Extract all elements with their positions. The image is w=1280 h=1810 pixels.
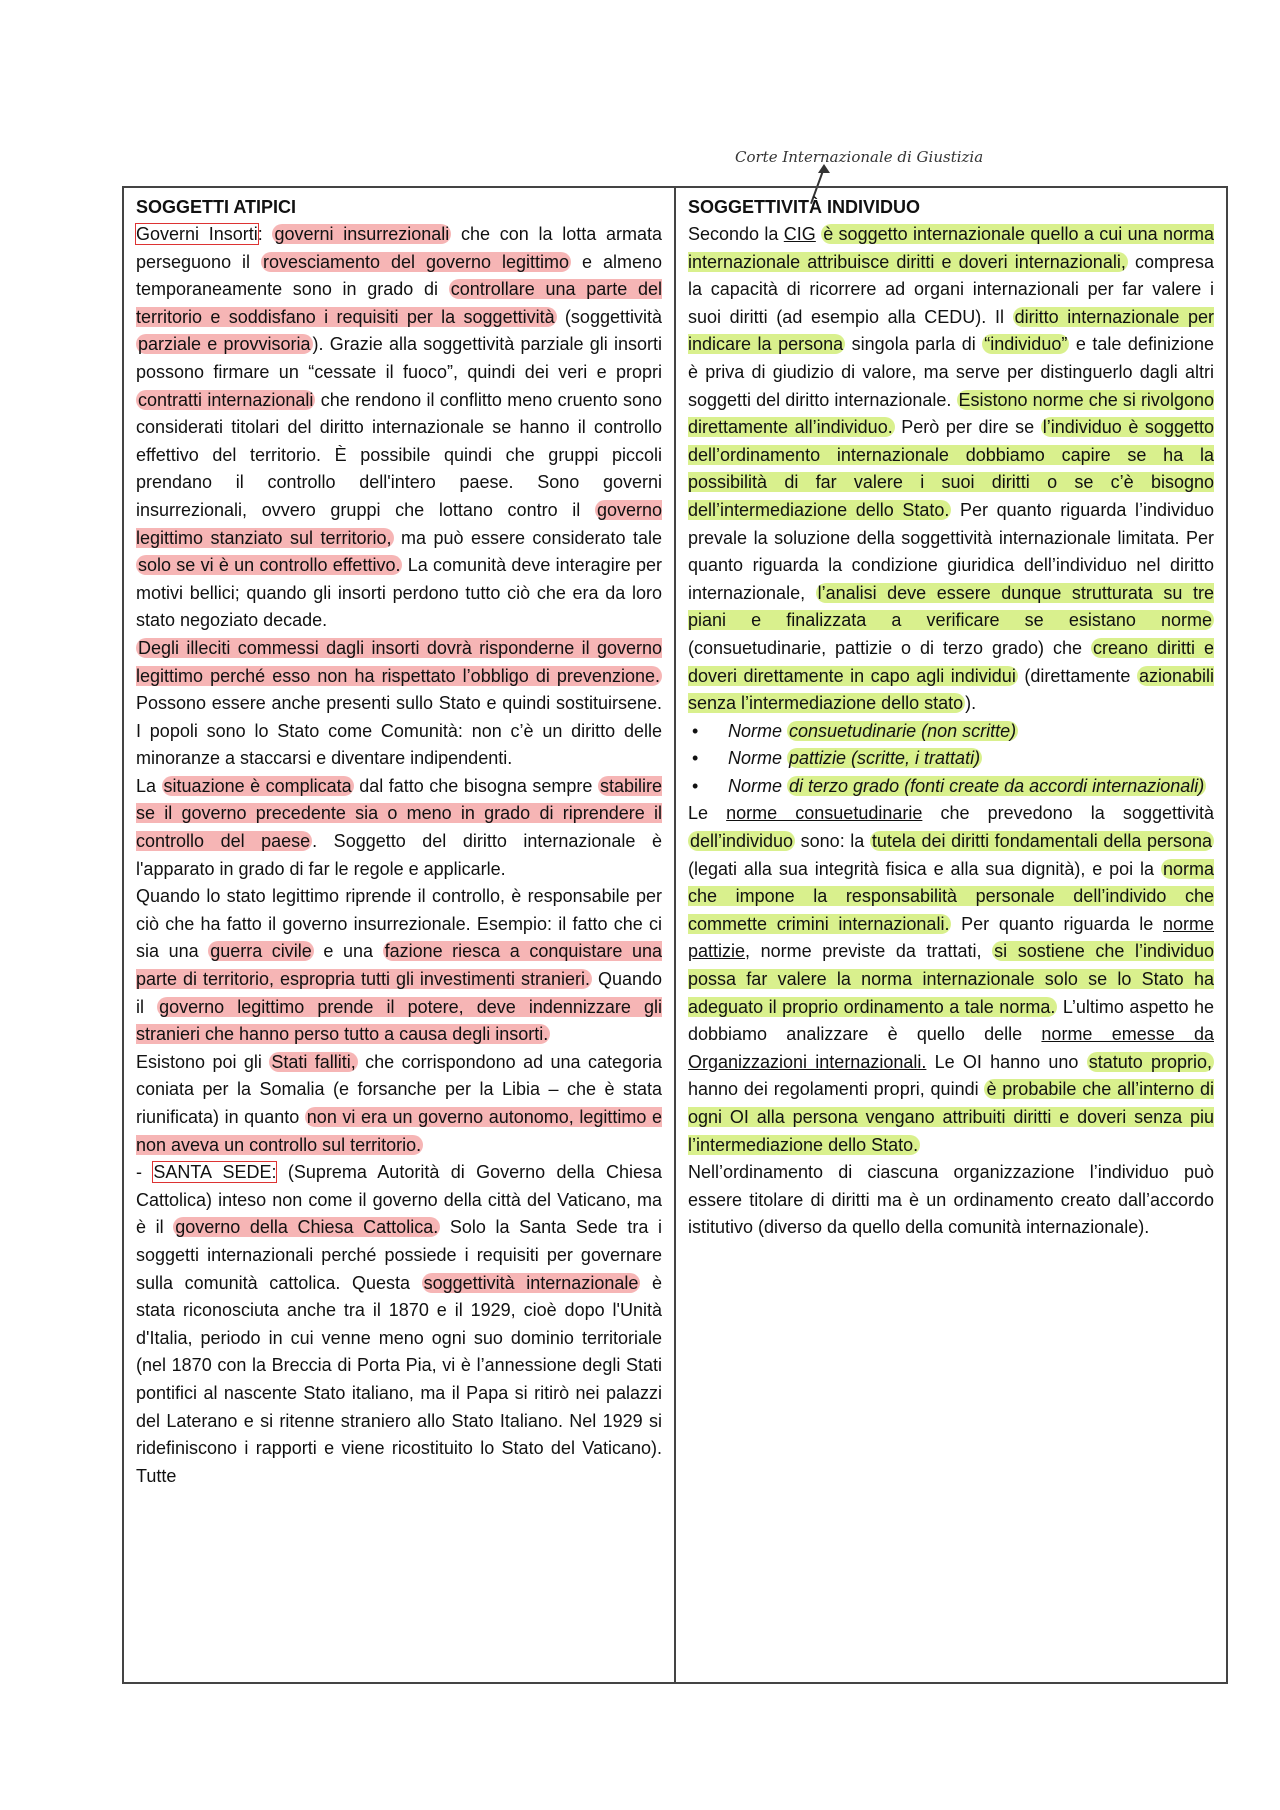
annotation-arrow-icon [818,164,830,173]
highlighted-text: Stati falliti, [271,1051,356,1072]
list-item [728,718,1214,746]
text-run: che rendono il conflitto meno cruento sono considerati titolari del diritto internazionale se hanno il controllo effettivo del territorio. È possibile quindi che gruppi piccoli prendano il controllo dell'intero paese. Sono governi insurrezionali, ovvero gruppi che lottano contro il [136,389,662,520]
highlighted-text: solo se vi è un controllo effettivo. [138,555,401,576]
text-run: Norme [728,720,788,741]
text-run: La [136,775,162,796]
text-run: (direttamente [1017,665,1137,686]
text-run: Però per dire se [894,417,1041,438]
text-run: Norme [728,748,788,769]
notes-table [122,186,1228,1684]
paragraph-stato-legittimo [136,883,662,1049]
highlighted-text: governo legittimo stanziato sul territorio, [136,499,662,548]
underlined-term: norme consuetudinarie [726,803,923,824]
text-run: (legati alla sua integrità fisica e alla sua dignità), e poi la [688,858,1161,879]
highlighted-text: non vi era un governo autonomo, legittimo e non aveva un controllo sul territorio. [136,1107,662,1155]
highlighted-text: si sostiene che l’individuo possa far valere la norma internazionale solo se lo Stato ha adeguato il proprio ordinamento a tale norma. [688,941,1214,1017]
highlighted-text: norma che impone la responsabilità personale dell’individo che commette crimini internazionali. [688,858,1214,934]
boxed-term: SANTA SEDE: [153,1162,277,1183]
text-run: Le [688,803,727,824]
paragraph-situazione [136,773,662,883]
highlighted-text: è probabile che all’interno di ogni OI alla persona vengano attribuiti diritti e doveri senza piu l’intermediazione dello Stato. [688,1079,1214,1155]
paragraph-stati-falliti [136,1049,662,1159]
highlighted-text: governo legittimo prende il potere, deve indennizzare gli stranieri che hanno perso tutto a causa degli insorti. [136,996,662,1045]
text-run: Per quanto riguarda le [951,913,1163,934]
text-run: . Soggetto del diritto internazionale è l'apparato in grado di far le regole e applicarle. [136,831,662,879]
highlighted-text: l’individuo è soggetto dell’ordinamento internazionale dobbiamo capire se ha la possibilità di far valere i suoi diritti o se c’è bisogno dell’intermediazione dello Stato. [688,417,1214,520]
text-run: dal fatto che bisogna sempre [353,775,598,796]
highlighted-text: rovesciamento del governo legittimo [263,251,570,272]
text-run: ). [965,693,977,714]
paragraph-cig [688,221,1214,718]
text-run: Esistono poi gli [136,1051,270,1072]
norme-list [688,718,1214,801]
text-run: (consuetudinarie, pattizie o di terzo grado) che [688,637,1091,658]
text-run: che prevedono la soggettività [922,803,1214,824]
highlighted-text: governi insurrezionali [274,224,450,244]
text-run: L’ultimo aspetto he dobbiamo analizzare è quello delle [688,996,1214,1045]
text-run: Per quanto riguarda l’individuo prevale la soluzione della soggettività internazionale limitata. Per quanto riguarda la condizione giuridica dell’individuo nel diritto internazionale, [688,499,1214,603]
text-run: che corrispondono ad una categoria coniata per la Somalia (e forsanche per la Libia – che è stata riunificata) in quanto [136,1051,663,1127]
text-run: hanno dei regolamenti propri, quindi [688,1079,985,1100]
highlighted-text: l’analisi deve essere dunque strutturata su tre piani e finalizzata a verificare se esistano norme [688,582,1214,631]
text-run: Possono essere anche presenti sullo Stato e quindi sostituirsene. I popoli sono lo Stato come Comunità: non c’è un diritto delle minoranze a staccarsi e diventare indipendenti. [136,693,662,769]
list-item [728,773,1214,801]
highlighted-text: di terzo grado (fonti create da accordi internazionali) [789,775,1205,796]
text-run: (Suprema Autorità di Governo della Chiesa Cattolica) inteso non come il governo della città del Vaticano, ma è il [136,1162,663,1238]
text-run: Nell’ordinamento di ciascuna organizzazione l’individuo può essere titolare di diritti ma è un ordinamento creato dall’accordo istitutivo (diverso da quello della comunità internazionale). [688,1162,1214,1238]
highlighted-text: statuto proprio, [1088,1051,1212,1072]
text-run: (soggettività [556,306,662,327]
boxed-term: Governi Insorti [136,224,258,244]
text-run: ). Grazie alla soggettività parziale gli insorti possono firmare un “cessate il fuoco”, quindi dei veri e propri [136,334,663,382]
underlined-term: norme emesse da Organizzazioni internazionali. [688,1024,1214,1072]
right-column [676,188,1226,1682]
right-column-title: SOGGETTIVITÀ INDIVIDUO [688,197,921,217]
paragraph-illeciti [136,635,662,773]
text-run: - [136,1162,154,1183]
text-run: è stata riconosciuta anche tra il 1870 e il 1929, cioè dopo l'Unità d'Italia, periodo in cui venne meno ogni suo dominio territoriale (nel 1870 con la Breccia di Porta Pia, vi è l’annessione degli Stati pontifici al nascente Stato italiano, ma il Papa si ritirò nei palazzi del Laterano e si ritenne straniero allo Stato Italiano. Nel 1929 si ridefiniscono i rapporti e viene ricostituito lo Stato del Vaticano). Tutte [136,1272,663,1486]
highlighted-text: parziale e provvisoria [138,334,311,355]
highlighted-text: guerra civile [210,941,312,962]
paragraph-norme-consuetudinarie [688,800,1214,1159]
handwritten-annotation: Corte Internazionale di Giustizia [735,148,984,166]
highlighted-text: dell’individuo [690,831,794,852]
text-run: , norme previste da trattati, [745,941,993,962]
text-run: che con la lotta armata perseguono il [136,224,662,272]
highlighted-text: diritto internazionale per indicare la persona [688,306,1214,355]
highlighted-text: soggettività internazionale [423,1272,639,1293]
highlighted-text: Degli illeciti commessi dagli insorti dovrà risponderne il governo legittimo perché esso non ha rispettato l’obbligo di prevenzione. [136,637,662,686]
text-run: compresa la capacità di ricorrere ad organi internazionali per far valere i suoi diritti (ad esempio alla CEDU). Il [688,251,1214,327]
highlighted-text: azionabili senza l’intermediazione dello stato [688,665,1214,714]
highlighted-text: pattizie (scritte, i trattati) [789,748,981,769]
paragraph-governi-insorti [136,221,662,635]
text-run: Quando lo stato legittimo riprende il controllo, è responsabile per ciò che ha fatto il governo insurrezionale. Esempio: il fatto che ci sia una [136,886,662,962]
text-run: Solo la Santa Sede tra i soggetti internazionali perché possiede i requisiti per governare sulla comunità cattolica. Questa [136,1217,662,1293]
text-run: e una [313,941,383,962]
text-run: Secondo la [688,224,784,244]
highlighted-text: contratti internazionali [138,389,314,410]
highlighted-text: fazione riesca a conquistare una parte di territorio, espropria tutti gli investimenti stranieri. [136,941,663,990]
paragraph-ordinamento [688,1159,1214,1242]
underlined-term: CIG [783,224,816,244]
highlighted-text: governo della Chiesa Cattolica. [175,1217,439,1238]
highlighted-text: “individuo” [984,334,1068,355]
left-column [124,188,676,1682]
highlighted-text: stabilire se il governo precedente sia o meno in grado di riprendere il controllo del paese [136,775,662,852]
list-item [728,745,1214,773]
text-run: Le OI hanno uno [926,1051,1087,1072]
highlighted-text: è soggetto internazionale quello a cui una norma internazionale attribuisce diritti e doveri internazionali, [688,224,1214,272]
highlighted-text: situazione è complicata [163,775,352,796]
highlighted-text: consuetudinarie (non scritte) [789,720,1017,741]
left-column-title: SOGGETTI ATIPICI [136,197,297,217]
text-run: e almeno temporaneamente sono in grado di [136,251,662,300]
paragraph-santa-sede [136,1159,662,1490]
text-run: : [257,224,273,244]
highlighted-text: creano diritti e doveri direttamente in capo agli individui [688,637,1214,686]
text-run: e tale definizione è priva di giudizio di valore, ma serve per distinguerlo dagli altri soggetti del diritto internazionale. [688,334,1214,410]
text-run: singola parla di [845,334,983,355]
text-run: Quando il [136,969,662,1017]
text-run: ma può essere considerato tale [393,527,662,548]
highlighted-text: tutela dei diritti fondamentali della persona [871,831,1212,852]
text-run: La comunità deve interagire per motivi bellici; quando gli insorti perdono tutto ciò che era da loro stato negoziato decade. [136,555,662,631]
text-run: Norme [728,775,788,796]
highlighted-text: Esistono norme che si rivolgono direttamente all’individuo. [688,389,1214,438]
highlighted-text: controllare una parte del territorio e soddisfano i requisiti per la soggettività [136,279,663,327]
text-run: sono: la [795,831,870,852]
underlined-term: norme pattizie [688,913,1214,962]
